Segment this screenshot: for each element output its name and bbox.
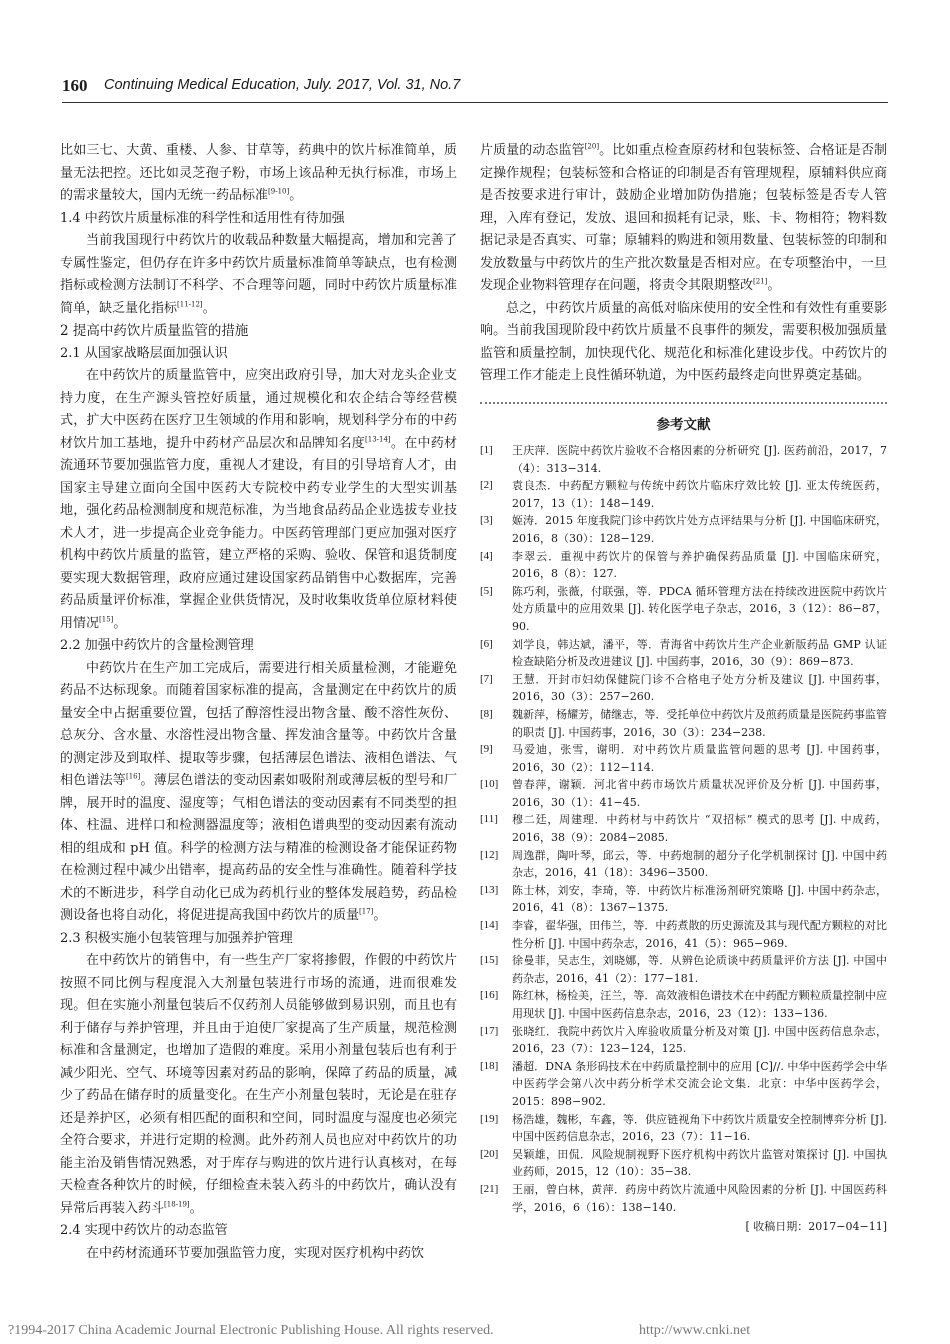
section-heading-2-4: 2.4 实现中药饮片的动态监管: [60, 1223, 228, 1238]
left-column: [60, 140, 457, 1265]
paragraph: 在中药材流通环节要加强监管力度，实现对医疗机构中药饮: [86, 1245, 425, 1261]
reference-item: [480, 1111, 887, 1146]
section-heading-2: 2 提高中药饮片质量监管的措施: [60, 323, 249, 339]
citation: [11-12]: [177, 300, 203, 309]
website-url: http://www.cnki.net: [639, 1323, 751, 1338]
reference-number: [5]: [480, 584, 493, 597]
reference-item: [480, 1146, 887, 1181]
reference-item: [480, 987, 887, 1022]
reference-number: [8]: [480, 707, 493, 720]
paragraph: 比如三七、大黄、重楼、人参、甘草等，药典中的饮片标准简单，质量无法把控。还比如灵芝孢子粉，市场上该品种无执行标准，市场上的需求量较大，国内无统一药品标准[9-10]。: [60, 143, 457, 203]
reference-number: [9]: [480, 743, 493, 756]
reference-text: 曾春萍，谢颖．河北省中药市场饮片质量状况评价及分析 [J]. 中国药事，2016，30（1）：41−45.: [512, 778, 887, 809]
reference-item: [480, 776, 887, 811]
reference-number: [10]: [480, 778, 499, 791]
citation: [9-10]: [268, 187, 290, 196]
reference-text: 杨浩雄，魏彬，车鑫，等．供应链视角下中药饮片质量安全控制博弈分析 [J]. 中国中医药信息杂志，2016，23（7）：11−16.: [512, 1112, 887, 1144]
reference-item: [480, 1023, 887, 1058]
reference-number: [6]: [480, 637, 493, 650]
references-title: 参考文献: [656, 416, 711, 433]
reference-item: [480, 847, 887, 882]
reference-text: 魏新萍，杨耀芳，储继志，等．受托单位中药饮片及煎药质量是医院药事监管的职责 [J]. 中国药事，2016，30（3）：234−238.: [512, 707, 887, 739]
paragraph: 当前我国现行中药饮片的收载品种数量大幅提高，增加和完善了专属性鉴定，但仍存在许多中药饮片质量标准简单等缺点，也有检测指标或检测方法制订不科学、不合理等问题，同时中药饮片质量标准简单，缺乏量化指标[11-12]。: [60, 233, 457, 316]
reference-text: 袁良杰．中药配方颗粒与传统中药饮片临床疗效比较 [J]. 亚太传统医药，2017，13（1）：148−149.: [512, 479, 887, 510]
reference-number: [2]: [480, 479, 493, 492]
section-heading-2-2: 2.2 加强中药饮片的含量检测管理: [60, 638, 254, 653]
reference-item: [480, 1181, 887, 1216]
reference-item: [480, 741, 887, 776]
reference-item: [480, 671, 887, 706]
reference-number: [1]: [480, 444, 493, 456]
reference-number: [17]: [480, 1024, 499, 1037]
page-header: [62, 76, 888, 102]
reference-item: [480, 1058, 887, 1111]
reference-number: [3]: [480, 514, 493, 527]
reference-text: 穆二廷，周建理．中药材与中药饮片 “双招标” 模式的思考 [J]. 中成药，2016，38（9）：2084−2085.: [512, 813, 887, 845]
journal-name: Continuing Medical Education, July. 2017, Vol. 31, No.7: [104, 77, 461, 93]
reference-text: 李翠云．重视中药饮片的保管与养护确保药品质量 [J]. 中国临床研究，2016，8（8）：127.: [512, 549, 887, 581]
reference-text: 王慧．开封市妇幼保健院门诊不合格电子处方分析及建议 [J]. 中国药事，2016，30（3）：257−260.: [512, 672, 887, 704]
citation: [15]: [99, 615, 114, 624]
reference-number: [4]: [480, 549, 493, 562]
reference-text: 陈士林，刘安，李琦，等．中药饮片标准汤剂研究策略 [J]. 中国中药杂志，2016，41（8）：1367−1375.: [512, 883, 887, 915]
paragraph: 中药饮片在生产加工完成后，需要进行相关质量检测，才能避免药品不达标现象。而随着国家标准的提高，含量测定在中药饮片的质量安全中占据重要位置，包括了醇溶性浸出物含量、酸不溶性灰份、总灰分、含水量、水溶性浸出物含量、挥发油含量等。中药饮片含量的测定涉及到取样、提取等步骤，包括薄层色谱法、液相色谱法、气相色谱法等[16]。薄层色谱法的变动因素如吸附剂或薄层板的型号和厂牌，展开时的温度、湿度等；气相色谱法的变动因素有不同类型的担体、柱温、进样口和检测器温度等；液相色谱典型的变动因素有流动相的组成和 pH 值。科学的检测方法与精准的检测设备才能保证药物在检测过程中减少出错率，提高药品的安全性与准确性。随着科学技术的不断进步，科学自动化已成为药机行业的整体发展趋势，药品检测设备也将自动化，将促进提高我国中药饮片的质量[17]。: [60, 660, 457, 923]
copyright-notice: ?1994-2017 China Academic Journal Electronic Publishing House. All rights reserved.: [8, 1323, 494, 1338]
reference-list: [480, 442, 887, 1216]
citation: [16]: [125, 772, 141, 781]
reference-item: [480, 706, 887, 741]
reference-text: 吴颖雄，田侃．风险规制视野下医疗机构中药饮片监管对策探讨 [J]. 中国执业药师，2015，12（10）：35−38.: [512, 1147, 887, 1179]
reference-item: [480, 583, 887, 636]
reference-text: 刘学良，韩达斌，潘平，等．青海省中药饮片生产企业新版药品 GMP 认证检查缺陷分析及改进建议 [J]. 中国药事，2016，30（9）：869−873.: [512, 637, 887, 669]
reference-text: 陈红林，杨检美，汪兰，等．高效液相色谱技术在中药配方颗粒质量控制中应用现状 [J]. 中国中医药信息杂志，2016，23（12）：133−136.: [512, 989, 887, 1020]
received-date: [ 收稿日期：2017−04−11]: [745, 1220, 887, 1234]
reference-number: [13]: [480, 883, 499, 896]
page-number: 160: [62, 76, 88, 95]
right-column: [480, 140, 887, 1236]
reference-item: [480, 548, 887, 583]
dotted-separator: [480, 402, 887, 404]
reference-item: [480, 952, 887, 987]
reference-number: [7]: [480, 672, 493, 685]
section-heading-2-3: 2.3 积极实施小包装管理与加强养护管理: [60, 930, 293, 946]
reference-item: [480, 442, 887, 477]
reference-text: 姬涛．2015 年度我院门诊中药饮片处方点评结果与分析 [J]. 中国临床研究，2016，8（30）：128−129.: [512, 514, 887, 545]
reference-text: 张晓红．我院中药饮片入库验收质量分析及对策 [J]. 中国中医药信息杂志，2016，23（7）：123−124，125.: [512, 1024, 887, 1056]
paragraph: 在中药饮片的销售中，有一些生产厂家将掺假，作假的中药饮片按照不同比例与程度混入大剂量包装进行市场的流通，进而很难发现。但在实施小剂量包装后不仅药剂人员能够做到易识别，而且也有利于储存与养护管理，并且由于迫使厂家提高了生产质量，规范检测标准和含量测定，也增加了造假的难度。采用小剂量包装后也有利于减少阳光、空气、环境等因素对药品的影响，保障了药品的质量，减少了药品在储存时的质量变化。在生产小剂量包装时，无论是在驻存还是养护区，必须有相匹配的面积和空间，同时温度与湿度也必须完全符合要求，并进行定期的检测。此外药剂人员也应对中药饮片的功能主治及销售情况熟悉，对于库存与购进的饮片进行认真核对，在每天检查各种饮片的时候，仔细检查未装入药斗的中药饮片，确认没有异常后再装入药斗[18-19]。: [60, 953, 457, 1216]
reference-number: [14]: [480, 919, 499, 932]
reference-text: 潘超．DNA 条形码技术在中药质量控制中的应用 [C]//. 中华中医药学会中华中医药学会第八次中药分析学术交流会论文集．北京：中华中医药学会，2015：898−902.: [512, 1059, 887, 1108]
header-rule: [62, 102, 888, 103]
reference-number: [18]: [480, 1059, 499, 1072]
reference-text: 李睿，翟华强，田伟兰，等．中药煮散的历史源流及其与现代配方颗粒的对比性分析 [J]. 中国中药杂志，2016，41（5）：965−969.: [512, 919, 887, 950]
reference-number: [15]: [480, 954, 499, 967]
reference-item: [480, 636, 887, 671]
reference-item: [480, 512, 887, 547]
reference-number: [11]: [480, 813, 498, 826]
paragraph: 片质量的动态监管[20]。比如重点检查原药材和包装标签、合格证是否制定操作规程；包装标签和合格证的印制是否有管理规程，原辅料供应商是否按要求进行审计，鼓励企业增加防伪措施；包装标签是否专人管理，入库有登记，发放、退回和损耗有记录，账、卡、物相符；物料数据记录是否真实、可靠；原辅料的购进和领用数量、包装标签的印制和发放数量与中药饮片的生产批次数量是否相对应。在专项整治中，一旦发现企业物料管理存在问题，将责令其限期整改[21]。: [480, 142, 887, 293]
citation: [17]: [359, 907, 374, 916]
reference-text: 周逸群，陶叶琴，邱云，等．中药炮制的超分子化学机制探讨 [J]. 中国中药杂志，2016，41（18）：3496−3500.: [512, 848, 887, 880]
paragraph: 在中药饮片的质量监管中，应突出政府引导，加大对龙头企业支持力度，在生产源头管控好质量，通过规模化和农企结合等经营模式，扩大中医药在医疗卫生领域的作用和影响，规划科学分布的中药材饮片加工基地，提升中药材产品层次和品牌知名度[13-14]。在中药材流通环节要加强监管力度，重视人才建设，有目的引导培育人才，由国家主导建立面向全国中医药大专院校中药专业学生的大型实训基地，强化药品检测制度和规范标准，为当地食品药品企业选拔专业技术人才，进一步提高企业竞争能力。中医药管理部门更应加强对医疗机构中药饮片质量的监管，建立严格的采购、验收、保管和退货制度要实现大数据管理，政府应通过建设国家药品销售中心数据库，完善药品质量评价标准，掌握企业供货情况，及时收集收货单位原材料使用情况[15]。: [60, 368, 457, 631]
reference-text: 王庆萍．医院中药饮片验收不合格因素的分析研究 [J]. 医药前沿，2017，7（4）：313−314.: [512, 444, 887, 475]
reference-text: 陈巧利，张薇，付联强，等．PDCA 循环管理方法在持续改进医院中药饮片处方质量中的应用效果 [J]. 转化医学电子杂志，2016，3（12）：86−87，90.: [512, 584, 887, 633]
citation: [13-14]: [365, 435, 391, 444]
reference-number: [19]: [480, 1112, 499, 1125]
reference-item: [480, 811, 887, 846]
citation: [21]: [753, 277, 768, 286]
citation: [18-19]: [164, 1200, 190, 1209]
section-heading-1-4: 1.4 中药饮片质量标准的科学性和适用性有待加强: [60, 210, 345, 226]
reference-number: [21]: [480, 1182, 499, 1195]
reference-number: [12]: [480, 848, 499, 861]
reference-item: [480, 477, 887, 512]
reference-number: [20]: [480, 1147, 499, 1160]
reference-text: 王丽，曾白林，黄萍．药房中药饮片流通中风险因素的分析 [J]. 中国医药科学，2016，6（16）：138−140.: [512, 1182, 887, 1214]
citation: [20]: [584, 142, 600, 151]
section-heading-2-1: 2.1 从国家战略层面加强认识: [60, 345, 228, 361]
reference-item: [480, 882, 887, 917]
reference-item: [480, 917, 887, 952]
reference-text: 马爱迪，张雪，谢明．对中药饮片质量监管问题的思考 [J]. 中国药事，2016，30（2）：112−114.: [512, 743, 887, 774]
reference-text: 徐曼菲，吴志生，刘晓娜，等．从辨色论质谈中药质量评价方法 [J]. 中国中药杂志，2016，41（2）：177−181.: [512, 954, 887, 985]
reference-number: [16]: [480, 989, 499, 1002]
paragraph: 总之，中药饮片质量的高低对临床使用的安全性和有效性有重要影响。当前我国现阶段中药饮片质量不良事件的频发，需要积极加强质量监管和质量控制，加快现代化、规范化和标准化建设步伐。中药饮片的管理工作才能走上良性循环轨道，为中医药最终走向世界奠定基础。: [480, 300, 887, 383]
